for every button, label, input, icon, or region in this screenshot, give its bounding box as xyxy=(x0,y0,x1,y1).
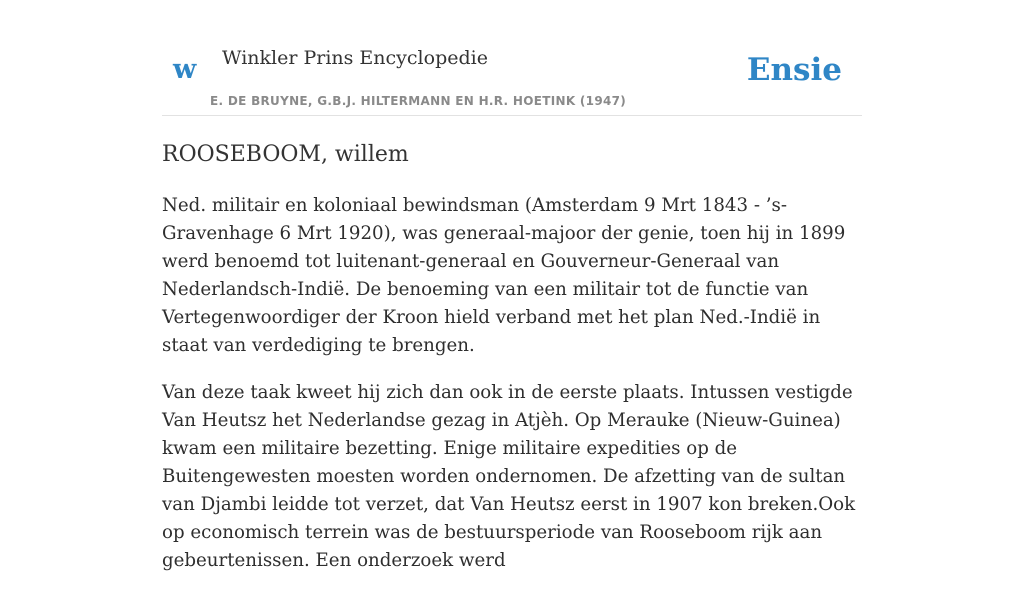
ensie-logo[interactable]: Ensie xyxy=(746,52,842,88)
entry-body xyxy=(162,192,862,594)
publication-authors: E. DE BRUYNE, G.B.J. HILTERMANN EN H.R. HOETINK (1947) xyxy=(210,94,627,108)
entry-title: ROOSEBOOM, willem xyxy=(162,142,409,167)
entry-paragraph: Van deze taak kweet hij zich dan ook in de eerste plaats. Intussen vestigde Van Heutsz het Nederlandse gezag in Atjèh. Op Merauke (Nieuw-Guinea) kwam een militaire bezetting. Enige militaire expedities op de Buitengewesten moesten worden ondernomen. De afzetting van de sultan van Djambi leidde tot verzet, dat Van Heutsz eerst in 1907 kon breken.Ook op economisch terrein was de bestuursperiode van Rooseboom rijk aan gebeurtenissen. Een onderzoek werd xyxy=(162,382,856,571)
page xyxy=(162,0,862,571)
site-header xyxy=(162,0,862,116)
publication-title[interactable]: Winkler Prins Encyclopedie xyxy=(222,47,488,69)
publication-logo-icon[interactable]: w xyxy=(173,54,197,85)
entry-paragraph: Ned. militair en koloniaal bewindsman (Amsterdam 9 Mrt 1843 - ’s-Gravenhage 6 Mrt 1920), was generaal-majoor der genie, toen hij in 1899 werd benoemd tot luitenant-generaal en Gouverneur-Generaal van Nederlandsch-Indië. De benoeming van een militair tot de functie van Vertegenwoordiger der Kroon hield verband met het plan Ned.-Indië in staat van verdediging te brengen. xyxy=(162,195,846,356)
